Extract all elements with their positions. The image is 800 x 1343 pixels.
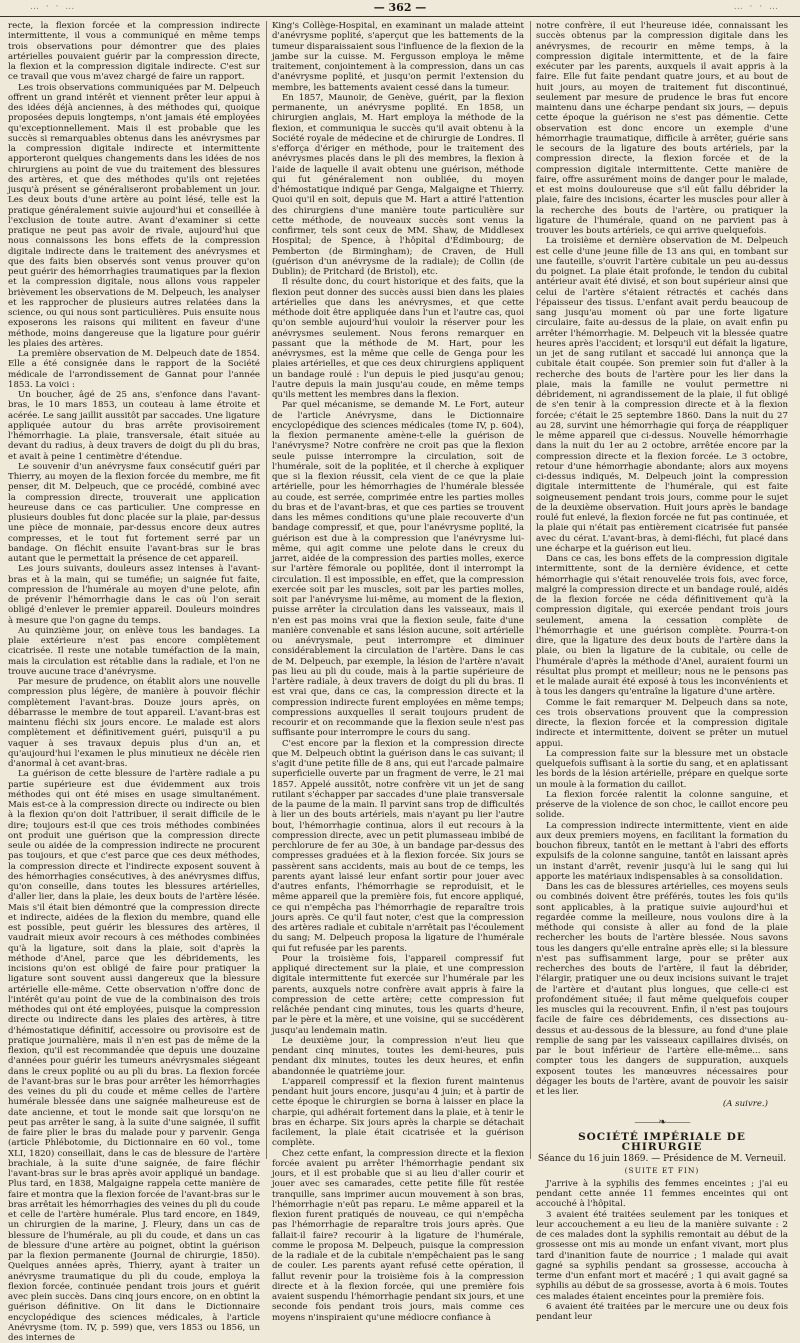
paragraph: J'arrive à la syphilis des femmes enceintes ; j'ai eu pendant cette année 11 femmes enceintes qui ont accouché à l'hôpital. xyxy=(536,1178,788,1210)
paragraph: Il résulte donc, du court historique et des faits, que la flexion peut donner des succès aussi bien dans les plaies artérielles que dans les anévrysmes, et que cette méthode doit être appliquée dans l'un et l'autre cas, quoi qu'on semble aujourd'hui vouloir la réserver pour les anévrysmes seulement. Nous ferons remarquer en passant que la méthode de M. Hart, pour les anévrysmes, est la même que celle de Genga pour les plaies artérielles, et que ces deux chirurgiens appliquent un bandage roulé : l'un depuis le pied jusqu'au genou; l'autre depuis la main jusqu'au coude, en même temps qu'ils mettent les membres dans la flexion. xyxy=(272,277,524,400)
column-2 xyxy=(272,21,524,1323)
paragraph: Chez cette enfant, la compression directe et la flexion forcée avaient pu arrêter l'hémorrhagie pendant six jours, et il est probable que si au lieu d'aller courir et jouer avec ses camarades, cette petite fille fût restée tranquille, sans imprimer aucun mouvement à son bras, l'hémorrhagie n'eût pas reparu. Le même appareil et la flexion furent pratiqués de nouveau, ce qui n'empêcha pas l'hémorrhagie de reparaître trois jours après. Que fallait-il faire? recourir à la ligature de l'humérale, comme le proposa M. Delpeuch, puisque la compression de la radiale et de la cubitale n'empêchaient pas le sang de couler. Les parents ayant refusé cette opération, il fallut revenir pour la troisième fois à la compression directe et à la flexion forcée, qui une première fois avaient suspendu l'hémorrhagie pendant six jours, et une seconde fois pendant trois jours, mais comme ces moyens n'inspiraient qu'une médiocre confiance à xyxy=(272,1148,524,1323)
paragraph: La compression indirecte intermittente, vient en aide aux deux premiers moyens, en facilitant la formation du bouchon fibreux, tantôt en le mettant à l'abri des efforts expulsifs de la colonne sanguine, tantôt en laissant après un instant d'arrêt, revenir jusqu'à lui le sang qui lui apporte les matériaux indispensables à sa consolidation. xyxy=(536,820,788,882)
session-line: Séance du 16 juin 1869. — Présidence de M. Verneuil. xyxy=(537,1154,787,1165)
paragraph: Les jours suivants, douleurs assez intenses à l'avant-bras et à la main, qui se tuméfie; un saignée fut faite, compression de l'humérale au moyen d'une pelote, afin de prévenir l'hémorrhagie dans le cas où l'on serait obligé d'enlever le premier appareil. Douleurs moindres à mesure que l'on gagne du temps. xyxy=(8,564,260,626)
paragraph: King's Collège-Hospital, en examinant un malade atteint d'anévrysme poplité, s'aperçut que les battements de la tumeur disparaissaient sous l'influence de la flexion de la jambe sur la cuisse. M. Fergusson employa le même traitement, conjointement à la compression, dans un cas d'anévrysme poplité, et jusqu'on permit l'extension du membre, les battements avaient cessé dans la tumeur. xyxy=(272,21,524,93)
paragraph: Les trois observations communiquées par M. Delpeuch offrent un grand intérêt et viennent prêter leur appui à des idées déjà anciennes, à des méthodes qui, quoique proposées depuis longtemps, n'ont jamais été employées qu'exceptionnellement. Mais il est probable que les succès si remarquables obtenus dans les anévrysmes par la compression digitale indirecte et intermittente apporteront quelques changements dans les idées de nos chirurgiens au point de vue du traitement des blessures des artères, et que des méthodes qu'ils ont rejetées jusqu'à présent se généraliseront probablement un jour. Les deux bouts d'une artère au point lésé, telle est la pratique généralement suivie aujourd'hui et conseillée à l'exclusion de toute autre. Avant d'examiner si cette pratique ne peut pas avoir de rivale, aujourd'hui que nous connaissons les bons effets de la compression digitale indirecte dans le traitement des anévrysmes et que des faits bien observés sont venus prouver qu'on peut guérir des hémorrhagies traumatiques par la flexion et la compression digitale, nous allons vous rappeler brièvement les observations de M. Delpeuch, les analyser et les rapprocher de plusieurs autres relatées dans la science, ou qui nous sont particulières. Puis ensuite nous exposerons les raisons qui militent en faveur d'une méthode, moins dangereuse que la ligature pour guérir les plaies des artères. xyxy=(8,82,260,349)
paragraph: notre confrère, il eut l'heureuse idée, connaissant les succès obtenus par la compression digitale dans les anévrysmes, de recourir en même temps, à la compression digitale intermittente, et de la faire exécuter par les parents, auxquels il avait appris à la faire. Elle fut faite pendant quatre jours, et au bout de huit jours, au moyen de traitement fut discontinué, seulement par mesure de prudence le bras fut encore maintenu dans une écharpe pendant six jours, — depuis cette époque la guérison ne s'est pas démentie. Cette observation est donc encore un exemple d'une hémorrhagie traumatique, difficile à arrêter, guérie sans le secours de la ligature des bouts artériels, par la compression directe, la flexion forcée et de la compression digitale intermittente. Cette manière de faire, offre assurément moins de danger pour le malade, et est moins douloureuse que s'il eût fallu débrider la plaie, faire des incisions, écarter les muscles pour aller à la recherche des bouts de l'artère, ou pratiquer la ligature de l'humérale, quand on ne parvient pas à trouver les bouts artériels, ce qui arrive quelquefois. xyxy=(536,21,788,236)
section-ornament: ⸻❧⸻ xyxy=(634,1116,690,1128)
paragraph: recte, la flexion forcée et la compression indirecte intermittente, il vous a communiqué en même temps trois observations pour démontrer que des plaies artérielles pouvaient guérir par la compression directe, la flexion et la compression digitale indirecte. C'est sur ce travail que vous m'avez chargé de faire un rapport. xyxy=(8,21,260,83)
paragraph: En 1857, Maunoir, de Genève, guérit, par la flexion permanente, un anévrysme poplité. En 1858, un chirurgien anglais, M. Hart employa la méthode de la flexion, et communiqua le succès qu'il avait obtenu à la Société royale de médecine et de chirurgie de Londres. Il s'efforça d'ériger en méthode, pour le traitement des anévrysmes placés dans le pli des membres, la flexion à l'aide de laquelle il avait obtenu une guérison, méthode qui fut généralement non oubliée, du moyen d'hémostatique indiqué par Genga, Malgaigne et Thierry. Quoi qu'il en soit, depuis que M. Hart a attiré l'attention des chirurgiens d'une manière toute particulière sur cette méthode, de nouveaux succès sont venus la confirmer, tels sont ceux de MM. Shaw, de Middlesex Hospital; de Spence, à l'hôpital d'Édimbourg; de Pemberton (de Birmingham); de Craven, de Hull (guérison d'un anévrysme de la radiale); de Collin (de Dublin); de Pritchard (de Bristol), etc. xyxy=(272,92,524,277)
column-3 xyxy=(536,21,788,1322)
page-number: — 362 — xyxy=(373,1,427,14)
paragraph: La compression faite sur la blessure met un obstacle quelquefois suffisant à la sortie du sang, et en aplatissant les bords de la lésion artérielle, prépare en quelque sorte un moule à la formation du caillot. xyxy=(536,748,788,790)
paragraph: La première observation de M. Delpeuch date de 1854. Elle a été consignée dans le rapport de la Société médicale de l'arrondissement de Gannat pour l'année 1853. La voici : xyxy=(8,349,260,390)
page-header xyxy=(0,0,800,17)
paragraph: C'est encore par la flexion et la compression directe que M. Delpeuch obtint la guérison dans le cas suivant; il s'agit d'une petite fille de 8 ans, qui eut l'arcade palmaire superficielle ouverte par un fragment de verre, le 21 mai 1857. Appelé aussitôt, notre confrère vit un jet de sang rutilant s'échapper par saccades d'une plaie transversale de la paume de la main. Il parvint sans trop de difficultés à lier un des bouts artériels, mais n'ayant pu lier l'autre bout, l'hémorrhagie continua, alors il eut recours à la compression directe, avec un petit plumasseau imbibé de perchlorure de fer au 30e, à un bandage par-dessus des compresses graduées et à la flexion forcée. Six jours se passèrent sans accidents, mais au bout de ce temps, les parents ayant laissé leur enfant sortir pour jouer avec d'autres enfants, l'hémorrhagie se reproduisit, et le même appareil que la première fois, fut encore appliqué, ce qui n'empêcha pas l'hémorrhagie de reparaître trois jours après. Ce qu'il faut noter, c'est que la compression des artères radiale et cubitale n'arrêtait pas l'écoulement du sang; M. Delpeuch proposa la ligature de l'humérale qui fut refusée par les parents. xyxy=(272,738,524,954)
paragraph: Le deuxième jour, la compression n'eut lieu que pendant cinq minutes, toutes les demi-heures, puis pendant dix minutes, toutes les deux heures, et enfin abandonnée le quatrième jour. xyxy=(272,1035,524,1077)
paragraph: L'appareil compressif et la flexion furent maintenus pendant huit jours encore, jusqu'au 4 juin; et à partir de cette époque le chirurgien se borna à laisser en place la charpie, qui adhérait fortement dans la plaie, et à tenir le bras en écharpe. Six jours après la charpie se détachait facilement, la plaie était cicatrisée et la guérison complète. xyxy=(272,1076,524,1149)
column-1 xyxy=(8,21,260,1343)
paragraph: 3 avaient été traitées seulement par les toniques et leur accouchement a eu lieu de la manière suivante : 2 de ces malades dont la syphilis remontait au début de la grossesse ont mis au monde un enfant vivant, mort plus tard d'inanition faute de nourrice ; 1 malade qui avait gagné sa syphilis pendant sa grossesse, accoucha à terme d'un enfant mort et macéré ; 1 qui avait gagné sa syphilis au début de sa grossesse, avorta à 6 mois. Toutes ces malades étaient enceintes pour la première fois. xyxy=(536,1209,788,1302)
to-be-continued: (A suivre.) xyxy=(722,1099,768,1110)
paragraph: Dans ce cas, les bons effets de la compression digitale intermittente, sont de la dernière évidence, et cette hémorrhagie qui s'était renouvelée trois fois, avec force, malgré la compression directe et un bandage roulé, aidés de la flexion forcée ne céda définitivement qu'à la compression digitale, qui exercée pendant trois jours seulement, amena la cessation complète de l'hémorrhagie et une guérison complète. Pourra-t-on dire, que la ligature des deux bouts de l'artère dans la plaie, ou bien la ligature de la cubitale, ou celle de l'humérale d'après la méthode d'Anel, auraient fourni un résultat plus prompt et meilleur; nous ne le pensons pas et le malade aurait été exposé à tous les inconvénients et à tous les dangers qu'entraîne la ligature d'une artère. xyxy=(536,554,788,698)
column-divider xyxy=(530,21,531,1159)
paragraph: La guérison de cette blessure de l'artère radiale a pu partie supérieure est due évidemment aux trois méthodes qui ont été mises en usage simultanément. Mais est-ce à la compression directe ou indirecte ou bien à la flexion qu'on doit l'attribuer, il serait difficile de le dire; toujours est-il que ces trois méthodes combinées ont produit une guérison que la compression directe seule ou aidée de la compression indirecte ne procurent pas toujours, et que c'est parce que ces deux méthodes, la compression directe et l'indirecte exposent souvent à des hémorrhagies consécutives, à des anévrysmes diffus, qu'on conseille, dans toutes les blessures artérielles, d'aller lier, dans la plaie, les deux bouts de l'artère lésée. Mais s'il était bien démontré que la compression directe et indirecte, aidées de la flexion du membre, quand elle est possible, peut guérir les blessures des artères, il vaudrait mieux avoir recours à ces méthodes combinées qu'à la ligature, soit dans la plaie, soit d'après la méthode d'Anel, parce que les débridements, les incisions qu'on est obligé de faire pour pratiquer la ligature sont souvent aussi dangereux que la blessure artérielle elle-même. Cette observation n'offre donc de l'intérêt qu'au point de vue de la combinaison des trois méthodes qui ont été employées, puisque la compression directe ou indirecte dans les plaies des artères, à titre d'hémostatique définitif, accessoire ou provisoire est de pratique journalière, mais il n'en est pas de même de la flexion, qu'il est recommandée que depuis une douzaine d'années pour guérir les tumeurs anévrysmales siégeant dans le creux poplité ou au pli du bras. La flexion forcée de l'avant-bras sur le bras pour arrêter les hémorrhagies des veines du pli du coude et même celles de l'artère humérale blessée dans une saignée malheureuse est de date ancienne, et tout le monde sait que lorsqu'on ne peut pas arrêter le sang, à la suite d'une saignée, il suffit de faire plier le bras du malade pour y parvenir. Genga (article Phlébotomie, du Dictionnaire en 60 vol., tome XLI, 1820) conseillait, dans le cas de blessure de l'artère brachiale, à la suite d'une saignée, de faire fléchir l'avant-bras sur le bras après avoir appliqué un bandage. Plus tard, en 1838, Malgaigne rappela cette manière de faire et montra que la flexion forcée de l'avant-bras sur le bras arrêtait les hémorrhagies des veines du pli du coude et celle de l'artère humérale. Plus tard encore, en 1849, un chirurgien de la marine, J. Fleury, dans un cas de blessure de l'humérale, au pli du coude, et dans un cas de blessure d'une artère au poignet, obtint la guérison par la flexion permanente (Journal de chirurgie, 1850). Quelques années après, Thierry, ayant à traiter un anévrysme traumatique du pli du coude, employa la flexion forcée, continuée pendant trois jours et guérit avec plein succès. Dans cinq jours encore, on en obtint la guérison définitive. On lit dans le Dictionnaire encyclopédique des sciences médicales, à l'article Anévrysme (tom. IV, p. 599) que, vers 1853 ou 1856, un des internes de xyxy=(8,769,260,1343)
paragraph: Par mesure de prudence, on établit alors une nouvelle compression plus légère, de manière à pouvoir fléchir complètement l'avant-bras. Douze jours après, on débarrasse le membre de tout appareil. L'avant-bras est maintenu fléchi six jours encore. Le malade est alors complètement et définitivement guéri, puisqu'il a pu vaquer à ses travaux depuis plus d'un an, et qu'aujourd'hui l'examen le plus minutieux ne décèle rien d'anormal à cet avant-bras. xyxy=(8,677,260,769)
paragraph: La troisième et dernière observation de M. Delpeuch est celle d'une jeune fille de 13 ans qui, en tombant sur une fauteille, s'ouvrit l'artère cubitale un peu au-dessus du poignet. La plaie était profonde, le tendon du cubital antérieur avait été divisé, et son bout supérieur ainsi que celui de l'artère s'étaient rétractés et cachés dans l'épaisseur des tissus. L'enfant avait perdu beaucoup de sang jusqu'au moment où par une forte ligature circulaire, faite au-dessus de la plaie, on avait enfin pu arrêter l'hémorrhagie. M. Delpeuch vit la blessée quatre heures après l'accident; et lorsqu'il eut défait la ligature, un jet de sang rutilant et saccadé lui annonça que la cubitale était coupée. Son premier soin fut d'aller à la recherche des bouts de l'artère pour les lier dans la plaie, mais la famille ne voulut permettre ni débridement, ni agrandissement de la plaie, il fut obligé de s'en tenir à la compression directe et à la flexion forcée; c'était le 25 septembre 1860. Dans la nuit du 27 au 28, survint une hémorrhagie qui força de réappliquer le même appareil que ci-dessus. Nouvelle hémorrhagie dans la nuit du 1er au 2 octobre, arrêtée encore par la compression directe et la flexion forcée. Le 3 octobre, retour d'une hémorrhagie abondante; alors aux moyens ci-dessus indiqués, M. Delpeuch joint la compression digitale intermittente de l'humérale, qui est faite soigneusement pendant trois jours, comme pour le sujet de la deuxième observation. Huit jours après le bandage roulé fut enlevé, la flexion forcée ne fut pas continuée, et la plaie qui n'était pas entièrement cicatrisée fut pansée avec du cérat. L'avant-bras, à demi-fléchi, fut placé dans une écharpe et la guérison eut lieu. xyxy=(536,236,788,554)
column-divider xyxy=(266,21,267,1159)
header-ornament-right: … · · … xyxy=(733,2,780,12)
paragraph: Par quel mécanisme, se demande M. Le Fort, auteur de l'article Anévrysme, dans le Dictionnaire encyclopédique des sciences médicales (tome IV, p. 604), la flexion permanente amène-t-elle la guérison de l'anévrysme? Notre confrère ne croit pas que la flexion seule puisse interrompre la circulation, soit de l'humérale, soit de la poplitée, et il cherche à expliquer que si la flexion réussit, cela vient de ce que la plaie artérielle, pour les hémorrhagies de l'humérale blessée au coude, est serrée, comprimée entre les parties molles du bras et de l'avant-bras, et que ces parties se trouvent dans les mêmes conditions qu'une plaie recouverte d'un bandage compressif, et que, pour l'anévrysme poplité, la guérison est due à la compression que l'anévrysme lui-même, qui agit comme une pelote dans le creux du jarret, aidée de la compression des parties molles, exerce sur l'artère fémorale ou poplitée, dont il interrompt la circulation. Il est impossible, en effet, que la compression exercée soit par les muscles, soit par les parties molles, soit par l'anévrysme lui-même, au moment de la flexion, puisse arrêter la circulation dans les vaisseaux, mais il n'en est pas moins vrai que la flexion seule, faite d'une manière convenable et sans lésion aucune, soit artérielle ou anévrysmale, peut interrompre et diminuer considérablement la circulation de l'artère. Dans le cas de M. Delpeuch, par exemple, la lésion de l'artère n'avait pas lieu au pli du coude, mais à la partie supérieure de l'artère radiale, à deux travers de doigt du pli du bras. Il est vrai que, dans ce cas, la compression directe et la compression indirecte furent employées en même temps; compressions auxquelles il serait toujours prudent de recourir et on recommande que la flexion seule n'est pas suffisante pour interrompre le cours du sang. xyxy=(272,400,524,739)
paragraph: Dans les cas de blessures artérielles, ces moyens seuls ou combinés doivent être préférés, toutes les fois qu'ils sont applicables, à la pratique suivie aujourd'hui et regardée comme la meilleure, nous voulons dire à la méthode qui consiste à aller au fond de la plaie rechercher les bouts de l'artère blessée. Nous savons tous les dangers qu'elle entraîne après elle; si la blessure n'est pas suffisamment large, pour se prêter aux recherches des bouts de l'artère, il faut la débrider, l'élargir, pratiquer une ou deux incisions suivant le trajet de l'artère et d'autant plus longues, que celle-ci est profondément située; il faut même quelquefois couper les muscles qui la recouvrent. Enfin, il n'est pas toujours facile de faire ces débridements, ces dissections au-dessus et au-dessous de la blessure, au fond d'une plaie remplie de sang par les vaisseaux capillaires divisés, on par le bout inférieur de l'artère elle-même... sans compter tous les dangers de suppuration, auxquels exposent toutes les manœuvres nécessaires pour dégager les bouts de l'artère, avant de pouvoir les saisir et les lier. xyxy=(536,882,788,1097)
session-subtitle: (SUITE ET FIN) xyxy=(624,1165,700,1175)
paragraph: Au quinzième jour, on enlève tous les bandages. La plaie extérieure n'est pas encore complètement cicatrisée. Il reste une notable tuméfaction de la main, mais la circulation est rétablie dans la radiale, et l'on ne trouve aucune trace d'anévrysme. xyxy=(8,625,260,677)
paragraph: La flexion forcée ralentit la colonne sanguine, et préserve de la violence de son choc, le caillot encore peu solide. xyxy=(536,789,788,821)
paragraph: Le souvenir d'un anévrysme faux consécutif guéri par Thierry, au moyen de la flexion forcée du membre, me fit penser, dit M. Delpeuch, que ce procédé, combiné avec la compression directe, trouverait une application heureuse dans ce cas particulier. Une compresse en plusieurs doubles fut donc placée sur la plaie, par-dessus une pièce de monnaie, par-dessus encore deux autres compresses, et le tout fut fortement serré par un bandage. On fléchit ensuite l'avant-bras sur le bras autant que le permettait la présence de cet appareil. xyxy=(8,461,260,564)
header-ornament-left: … · · … xyxy=(30,2,77,12)
section-title: SOCIÉTÉ IMPÉRIALE DE CHIRURGIE xyxy=(578,1130,746,1153)
paragraph: 6 avaient été traitées par le mercure une ou deux fois pendant leur xyxy=(536,1301,788,1322)
text-columns xyxy=(8,21,792,1343)
paragraph: Pour la troisième fois, l'appareil compressif fut appliqué directement sur la plaie, et une compression digitale intermittente fut exercée sur l'humérale par les parents, auxquels notre confrère avait appris à faire la compression de cette artère; cette compression fut relâchée pendant cinq minutes, tous les quarts d'heure, par le père et la mère, et une voisine, qui se succédèrent jusqu'au lendemain matin. xyxy=(272,953,524,1036)
paragraph: Un boucher, âgé de 25 ans, s'enfonce dans l'avant-bras, le 10 mars 1853, un couteau à lame étroite et acérée. Le sang jaillit aussitôt par saccades. Une ligature appliquée autour du bras arrête provisoirement l'hémorrhagie. La plaie, transversale, était située au devant du radius, à deux travers de doigt du pli du bras, et avait à peine 1 centimètre d'étendue. xyxy=(8,390,260,462)
paragraph: Comme le fait remarquer M. Delpeuch dans sa note, ces trois observations prouvent que la compression directe, la flexion forcée et la compression digitale indirecte et intermittente, doivent se prêter un mutuel appui. xyxy=(536,697,788,749)
